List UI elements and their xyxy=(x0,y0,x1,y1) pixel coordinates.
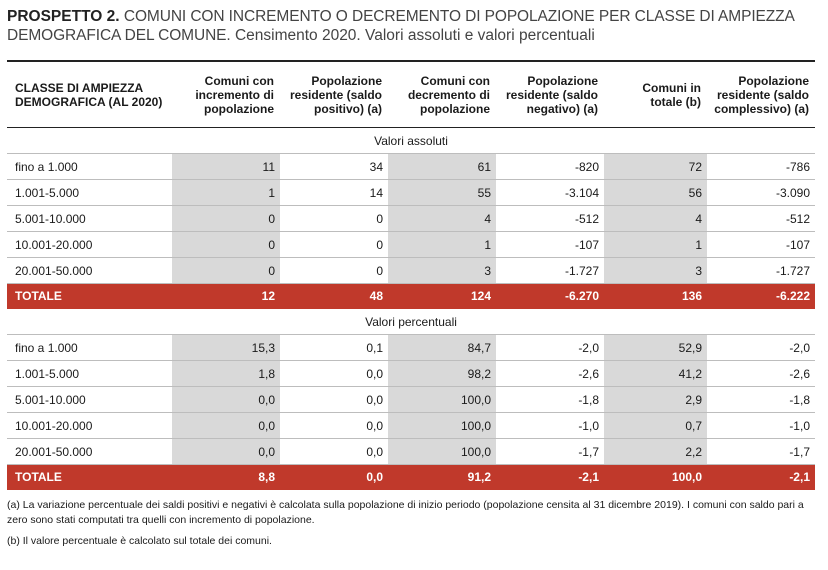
table-cell: -107 xyxy=(707,232,815,258)
section-row xyxy=(7,309,815,335)
table-cell: 84,7 xyxy=(388,335,496,361)
row-label: fino a 1.000 xyxy=(7,154,172,180)
table-row xyxy=(7,439,815,465)
row-label: 20.001-50.000 xyxy=(7,258,172,284)
table-cell: -786 xyxy=(707,154,815,180)
table-cell: 98,2 xyxy=(388,361,496,387)
table-cell: 1 xyxy=(172,180,280,206)
table-cell: 4 xyxy=(388,206,496,232)
table-cell: -1,8 xyxy=(707,387,815,413)
table-cell: -1.727 xyxy=(707,258,815,284)
table-cell: -820 xyxy=(496,154,604,180)
row-label: 5.001-10.000 xyxy=(7,387,172,413)
table-row xyxy=(7,361,815,387)
table-row xyxy=(7,258,815,284)
row-label: 5.001-10.000 xyxy=(7,206,172,232)
table-cell: 0 xyxy=(280,232,388,258)
table-cell: 2,2 xyxy=(604,439,707,465)
table-cell: -1,8 xyxy=(496,387,604,413)
data-table xyxy=(7,60,815,490)
table-cell: 14 xyxy=(280,180,388,206)
col-header-comuni-decremento: Comuni con decremento di popolazione xyxy=(388,61,496,128)
total-cell: 136 xyxy=(604,284,707,309)
footnote-a: (a) La variazione percentuale dei saldi positivi e negativi è calcolata sulla popolazione di inizio periodo (popolazione censita al 31 dicembre 2019). I comuni con saldo pari a zero sono stati computati tra quelli con incremento di popolazione. xyxy=(7,499,804,526)
table-cell: 0,0 xyxy=(172,413,280,439)
table-cell: -1.727 xyxy=(496,258,604,284)
table-cell: 56 xyxy=(604,180,707,206)
table-cell: 4 xyxy=(604,206,707,232)
table-cell: -107 xyxy=(496,232,604,258)
total-cell: 12 xyxy=(172,284,280,309)
table-cell: 0,0 xyxy=(280,413,388,439)
col-header-comuni-totale: Comuni in totale (b) xyxy=(604,61,707,128)
table-cell: 3 xyxy=(604,258,707,284)
table-cell: 100,0 xyxy=(388,439,496,465)
section-row xyxy=(7,128,815,154)
col-header-pop-positivo: Popolazione residente (saldo positivo) (a) xyxy=(280,61,388,128)
table-cell: 0,0 xyxy=(172,439,280,465)
table-cell: 61 xyxy=(388,154,496,180)
title-subtitle: Censimento 2020. Valori assoluti e valori percentuali xyxy=(234,27,595,44)
table-cell: 1,8 xyxy=(172,361,280,387)
table-cell: 2,9 xyxy=(604,387,707,413)
table-cell: 1 xyxy=(604,232,707,258)
table-cell: 72 xyxy=(604,154,707,180)
table-cell: -512 xyxy=(496,206,604,232)
title-label: PROSPETTO 2. xyxy=(7,8,120,25)
table-cell: -2,0 xyxy=(496,335,604,361)
table-cell: -1,7 xyxy=(707,439,815,465)
table-cell: -1,0 xyxy=(496,413,604,439)
table-row xyxy=(7,335,815,361)
table-cell: -3.104 xyxy=(496,180,604,206)
section-label: Valori assoluti xyxy=(7,128,815,154)
col-header-comuni-incremento: Comuni con incremento di popolazione xyxy=(172,61,280,128)
footnote-b: (b) Il valore percentuale è calcolato sul totale dei comuni. xyxy=(7,535,272,547)
row-label: 1.001-5.000 xyxy=(7,361,172,387)
table-cell: -1,7 xyxy=(496,439,604,465)
table-cell: -1,0 xyxy=(707,413,815,439)
table-cell: -512 xyxy=(707,206,815,232)
table-cell: -2,6 xyxy=(707,361,815,387)
total-cell: -2,1 xyxy=(496,465,604,490)
table-cell: -3.090 xyxy=(707,180,815,206)
total-row xyxy=(7,465,815,490)
table-cell: 1 xyxy=(388,232,496,258)
table-cell: 15,3 xyxy=(172,335,280,361)
table-cell: 41,2 xyxy=(604,361,707,387)
table-row xyxy=(7,154,815,180)
total-cell: 8,8 xyxy=(172,465,280,490)
header-row xyxy=(7,61,815,128)
total-cell: -2,1 xyxy=(707,465,815,490)
table-cell: 0 xyxy=(172,232,280,258)
section-label: Valori percentuali xyxy=(7,309,815,335)
row-label: 20.001-50.000 xyxy=(7,439,172,465)
table-row xyxy=(7,413,815,439)
table-cell: 52,9 xyxy=(604,335,707,361)
table-cell: 100,0 xyxy=(388,387,496,413)
row-label: 1.001-5.000 xyxy=(7,180,172,206)
table-cell: -2,0 xyxy=(707,335,815,361)
total-cell: 124 xyxy=(388,284,496,309)
table-cell: 0,0 xyxy=(280,387,388,413)
total-cell: -6.222 xyxy=(707,284,815,309)
total-label: TOTALE xyxy=(7,284,172,309)
table-cell: 11 xyxy=(172,154,280,180)
table-cell: 0 xyxy=(172,258,280,284)
table-cell: 3 xyxy=(388,258,496,284)
table-cell: 0 xyxy=(280,258,388,284)
table-cell: 0 xyxy=(172,206,280,232)
total-row xyxy=(7,284,815,309)
table-cell: 0,0 xyxy=(280,361,388,387)
row-label: 10.001-20.000 xyxy=(7,413,172,439)
total-cell: 0,0 xyxy=(280,465,388,490)
total-cell: 100,0 xyxy=(604,465,707,490)
table-row xyxy=(7,180,815,206)
col-header-pop-negativo: Popolazione residente (saldo negativo) (a) xyxy=(496,61,604,128)
table-cell: 100,0 xyxy=(388,413,496,439)
footnotes xyxy=(7,498,817,555)
table-cell: 34 xyxy=(280,154,388,180)
table-cell: 0,1 xyxy=(280,335,388,361)
table-title xyxy=(7,7,822,45)
table-cell: 0,0 xyxy=(172,387,280,413)
total-cell: -6.270 xyxy=(496,284,604,309)
col-header-class: CLASSE DI AMPIEZZA DEMOGRAFICA (AL 2020) xyxy=(7,61,172,128)
title-main: COMUNI CON INCREMENTO O DECREMENTO DI POPOLAZIONE PER CLASSE DI AMPIEZZA DEMOGRAFICA DEL COMUNE. xyxy=(7,8,794,44)
total-cell: 48 xyxy=(280,284,388,309)
total-cell: 91,2 xyxy=(388,465,496,490)
table-body xyxy=(7,128,815,490)
row-label: fino a 1.000 xyxy=(7,335,172,361)
table-cell: 55 xyxy=(388,180,496,206)
table-cell: 0 xyxy=(280,206,388,232)
row-label: 10.001-20.000 xyxy=(7,232,172,258)
table-row xyxy=(7,387,815,413)
table-cell: 0,0 xyxy=(280,439,388,465)
table-row xyxy=(7,206,815,232)
table-cell: -2,6 xyxy=(496,361,604,387)
total-label: TOTALE xyxy=(7,465,172,490)
col-header-pop-complessivo: Popolazione residente (saldo complessivo) (a) xyxy=(707,61,815,128)
table-cell: 0,7 xyxy=(604,413,707,439)
table-row xyxy=(7,232,815,258)
